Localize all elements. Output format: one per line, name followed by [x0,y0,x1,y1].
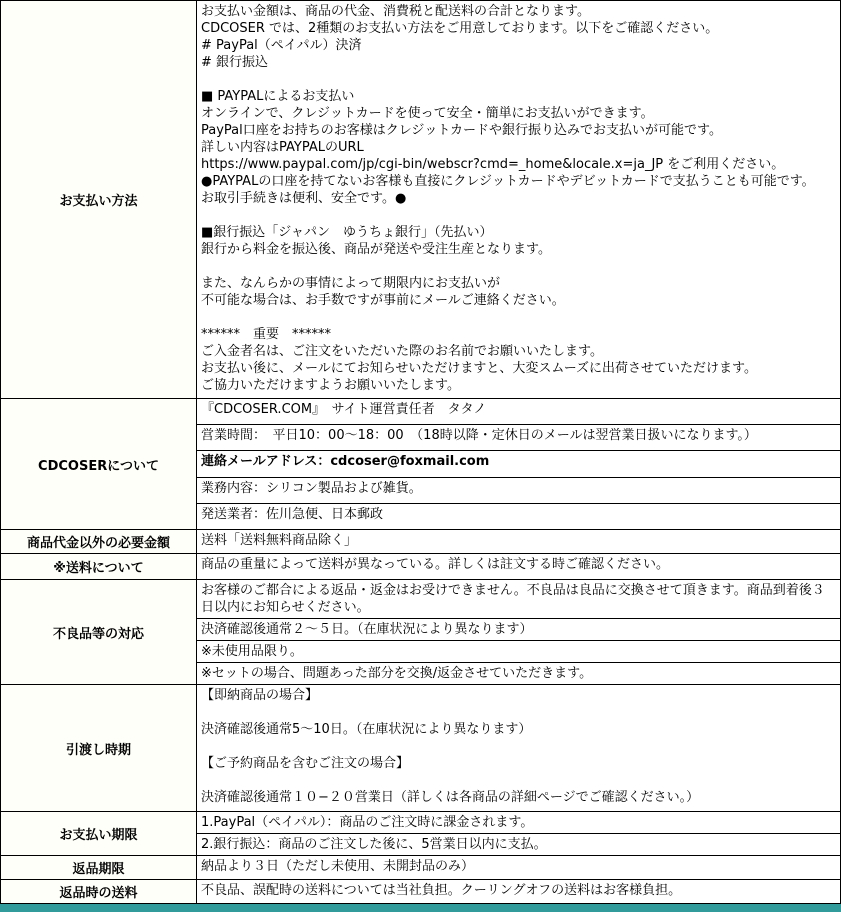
text-line: 1.PayPal（ペイパル）：商品のご注文時に課金されます。 [201,815,534,830]
text-line: 【ご予約商品を含むご注文の場合】 [201,756,410,771]
content-section [197,554,840,579]
table-row-return-deadline [1,855,840,879]
text-line: # PayPal（ペイパル）決済 [201,38,362,53]
text-line: 『CDCOSER.COM』 サイト運営責任者 タタノ [201,402,487,417]
text-line: 営業時間： 平日10：00〜18：00 （18時以降・定休日のメールは翌営業日扱いになります。） [201,428,757,444]
text-line: 詳しい内容はPAYPALのURL [201,140,364,155]
table-row-payment-method [1,1,840,398]
table-row-defective-items [1,579,840,684]
blank-line [201,772,836,789]
text-line: ■銀行振込「ジャパン ゆうちょ銀行」（先払い） [201,225,493,240]
table-row-about-shipping [1,553,840,579]
footer-bar [0,904,841,912]
row-header-about-shipping: ※送料について [1,554,197,579]
text-line: ■ PAYPALによるお支払い [201,89,355,104]
text-line: PayPal口座をお持ちのお客様はクレジットカードや銀行振り込みでお支払いが可能です。 [201,123,722,138]
row-header-payment-method: お支払い方法 [1,1,197,398]
content-section [197,880,840,903]
text-line: 決済確認後通常２〜５日。（在庫状況により異なります） [201,622,533,637]
content-section [197,580,840,618]
text-line: 連絡メールアドレス：cdcoser@foxmail.com [201,454,490,470]
text-line: 【即納商品の場合】 [201,688,319,703]
blank-line [201,71,836,88]
text-line: お客様のご都合による返品・返金はお受けできません。不良品は良品に交換させて頂きます。商品到着後３日以内にお知らせください。 [201,583,825,615]
table-row-payment-deadline [1,811,840,855]
text-line: 送料「送料無料商品除く」 [201,533,358,548]
text-line: 商品の重量によって送料が異なっている。詳しくは註文する時ご確認ください。 [201,557,670,572]
blank-line [201,309,836,326]
row-header-extra-fees: 商品代金以外の必要金額 [1,530,197,553]
row-content [197,1,840,398]
content-section [197,640,840,662]
text-line: お取引手続きは便利、安全です。● [201,191,407,206]
row-content [197,685,840,811]
text-line: ※セットの場合、問題あった部分を交換/返金させていただきます。 [201,666,593,681]
row-header-return-deadline: 返品期限 [1,856,197,879]
text-line: 2.銀行振込：商品のご注文した後に、5営業日以内に支払。 [201,837,547,852]
blank-line [201,738,836,755]
text-line: 納品より３日（ただし未使用、未開封品のみ） [201,859,475,874]
text-line: ※未使用品限り。 [201,644,303,659]
table-row-extra-fees [1,529,840,553]
row-content [197,880,840,903]
text-line: 不良品、誤配時の送料については当社負担。クーリングオフの送料はお客様負担。 [201,883,682,898]
table-row-about-cdcoser [1,398,840,529]
content-section [197,812,840,833]
text-line: ●PAYPALの口座を持てないお客様も直接にクレジットカードやデビットカードで支払うことも可能です。 [201,174,815,189]
text-line: また、なんらかの事情によって期限内にお支払いが [201,276,501,291]
row-content [197,812,840,855]
content-section [197,618,840,640]
text-line: # 銀行振込 [201,55,269,70]
text-line: ****** 重要 ****** [201,327,332,342]
blank-line [201,207,836,224]
text-line: CDCOSER では、2種類のお支払い方法をご用意しております。以下をご確認ください。 [201,21,719,36]
blank-line [201,258,836,275]
row-content [197,530,840,553]
text-line: 不可能な場合は、お手数ですが事前にメールご連絡ください。 [201,293,565,308]
content-section [197,662,840,684]
row-content [197,399,840,529]
row-content [197,580,840,684]
text-line: 銀行から料金を振込後、商品が発送や受注生産となります。 [201,242,551,257]
blank-line [201,704,836,721]
content-section [197,477,840,503]
text-line: 決済確認後通常5〜10日。（在庫状況により異なります） [201,722,532,737]
content-section [197,399,840,424]
text-line: お支払い後に、メールにてお知らせいただけますと、大変スムーズに出荷させていただけます。 [201,361,758,376]
content-section [197,685,840,811]
text-line: ご入金者名は、ご注文をいただいた際のお名前でお願いいたします。 [201,344,603,359]
row-header-delivery-time: 引渡し時期 [1,685,197,811]
text-line: 発送業者：佐川急便、日本郵政 [201,506,384,522]
content-section [197,1,840,398]
row-header-about-cdcoser: CDCOSERについて [1,399,197,529]
text-line: お支払い金額は、商品の代金、消費税と配送料の合計となります。 [201,4,590,19]
content-section [197,450,840,476]
text-line: ご協力いただけますようお願いいたします。 [201,378,460,393]
text-line: 業務内容：シリコン製品および雑貨。 [201,480,422,496]
table-row-return-shipping-cost [1,879,840,903]
text-line: https://www.paypal.com/jp/cgi-bin/webscr?cmd=_home&locale.x=ja_JP をご利用ください。 [201,157,785,172]
content-section [197,530,840,553]
row-content [197,554,840,579]
row-header-payment-deadline: お支払い期限 [1,812,197,855]
text-line: 決済確認後通常１０−２０営業日（詳しくは各商品の詳細ページでご確認ください。） [201,790,700,805]
content-section [197,833,840,855]
row-header-defective-items: 不良品等の対応 [1,580,197,684]
content-section [197,503,840,529]
content-section [197,424,840,450]
row-header-return-shipping-cost: 返品時の送料 [1,880,197,903]
text-line: オンラインで、クレジットカードを使って安全・簡単にお支払いができます。 [201,106,654,121]
table-row-delivery-time [1,684,840,811]
